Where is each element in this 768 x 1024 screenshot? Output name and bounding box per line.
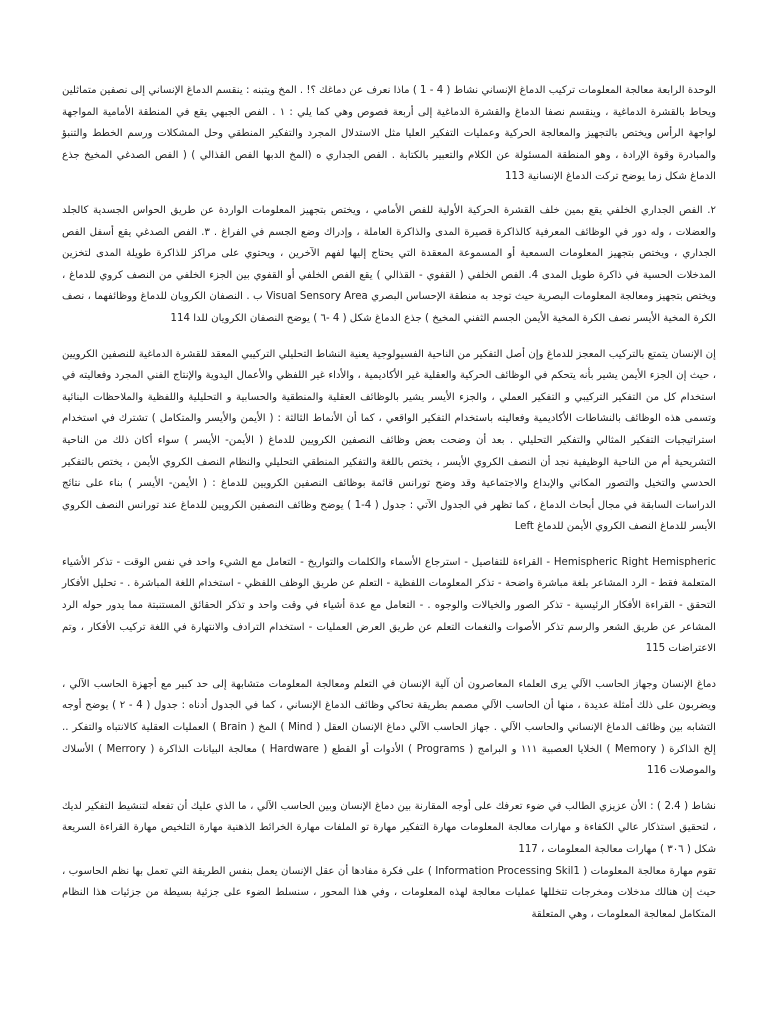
paragraph-activity: نشاط ( 2.4 ) : الأن عزيزي الطالب في ضوء تعرفك على أوجه المقارنة بين دماغ الإنسان وبين الحاسب الآلي ، ما الذي عليك أن تفعله لتنشيط التفكير لديك ، لتحقيق استذكار عالي الكفاءة و مهارات معالجة المعلومات مهارة التفكير مهارة تو الملفات مهارة الخرائط الذهنية مهارة التلخيص مهارة القراءة السريعة شكل ( ٣٠٦ ) مهارات معالجة المعلومات ، 117: [62, 800, 717, 855]
paragraph-parietal-temporal-lobes: ٢. الفص الجداري الخلفي يقع بمين خلف القشرة الحركية الأولية للفص الأمامي ، ويختص بتجهيز المعلومات الواردة عن طريق الحواس الجسدية كالجلد والعضلات ، وله دور في الوظائف المعرفية كالذاكرة قصيرة المدى والذاكرة العاملة ، وإدراك وضع الجسم في الفراغ . ٣. الفص الصدغي يقع أسفل الفص الجداري ، ويختص بتجهيز المعلومات السمعية أو المسموعة المعقدة التي يحتاج إليها لفهم الآخرين ، ويحتوي على مراكز للذاكرة طويلة المدى لتخزين المدخلات الحسية في ذاكرة طويل المدى 4. الفص الخلفي ( القفوي - القذالي ) يقع الفص الخلفي أو القفوي بين الجزء الخلفي من النصف كروي للدماغ ، ويختص بتجهيز ومعالجة المعلومات البصرية حيث توجد به منطقة الإحساس البصري Visual Sensory Area ب . النصفان الكرويان للدماغ ووظائفهما ، نصف الكرة المخية الأيسر نصف الكرة المخية الأيمن الجسم الثفني المخيخ ) جذع الدماغ شكل ( 4 -٦ ) يوضح النصفان الكرويان للدا 114: [62, 204, 716, 324]
paragraph-hemisphere-functions: Hemispheric Right Hemispheric - القراءة للتفاصيل - استرجاع الأسماء والكلمات والتواريخ - التعامل مع الشيء واحد في نفس الوقت - تذكر الأشياء المتعلمة فقط - الرد المشاعر بلغة مباشرة واضحة - تذكر المعلومات اللفظية - التعلم عن طريق الوظف اللفظي - استخدام اللغة المباشرة . - تحليل الأفكار التحقق - القراءة الأفكار الرئيسية - تذكر الصور والخيالات والوجوه . - التعامل مع عدة أشياء في وقت واحد و تذكر الحقائق المستنبتة مما يدور حوله الرد المشاعر عن طريق الشعر والرسم تذكر الأصوات والنغمات التعلم عن طريق العرض العمليات - استخدام الترادف والانتهارة في اللغة تركيب الأفكار ، وتم الاعتراضات 115: [62, 556, 717, 655]
document-page: [62, 80, 716, 941]
paragraph-hemispheres: إن الإنسان يتمتع بالتركيب المعجز للدماغ وإن أصل التفكير من الناحية الفسيولوجية يعنية النشاط التحليلي التركيبي المعقد للقشرة الدماغية للنصفين الكرويين ، حيث إن الجزء الأيمن يشير بأنه يتحكم في الوظائف الحركية والعقلية غير الأكاديمية ، والأداء غير اللفظي والأعمال اليدوية والإنتاج الفني المجرد وفعاليته في استخدام كل من التفكير التركيبي و التفكير العملي ، والجزء الأيسر يشير بالوظائف العقلية والمنطقية والحسابية و التحليلية واللفظية والملاحظات البنائية وتسمى هذه الوظائف بالنشاطات الأكاديمية وفعاليته باستخدام التفكير الواقعي ، كما أن الأنماط الثالثة : ( الأيمن والأيسر والمتكامل ) تشترك في استخدام استراتيجيات التفكير المثالي والتفكير التحليلي . بعد أن وضحت بعض وظائف النصفين الكرويين للدماغ ( الأيمن- الأيسر ) سواء أكان ذلك من الناحية التشريحية أم من الناحية الوظيفية نجد أن النصف الكروي الأيسر ، يختص باللغة والتفكير المنطقي التحليلي والنظام النصف الكروي الأيمن ، يختص بالتفكير الحدسي والتخيل والتصور المكاني والإبداع والاجتماعية وقد وضح تورانس قائمة بوظائف النصفين الكرويين للدماغ : ( الأيمن- الأيسر ) بناء على نتائج الدراسات السابقة في مجال أبحاث الدماغ ، كما تظهر في الجدول الآتي : جدول ( 4-1 ) يوضح وظائف النصفين الكرويين للدماغ عند تورانس النصف الكروي الأيسر للدماغ النصف الكروي الأيمن للدماغ Left: [62, 348, 716, 533]
paragraph-brain-structure: الوحدة الرابعة معالجة المعلومات تركيب الدماغ الإنساني نشاط ( 4 - 1 ) ماذا نعرف عن دماغك ؟! . المخ ويتبنه : ينقسم الدماغ الإنساني إلى نصفين متماثلين ويحاط بالقشرة الدماغية ، وينقسم نصفا الدماغ والقشرة الدماغية إلى أربعة فصوص وهي كما يلي : ١ . الفص الجبهي يقع في المنطقة الأمامية المواجهة لواجهة الرأس ويختص بالتجهيز والمعالجة الحركية وعمليات التفكير العليا مثل الاستدلال المجرد والتفكير المنطقي وحل المشكلات ورسم الخطط والتنبؤ والمبادرة وقوة الإرادة ، وهو المنطقة المسئولة عن الكلام والتعبير بالكتابة . الفص الجداري ه (المخ الدبها الفص القذالي ) ( الفص الصدغي المخيخ جذع الدماغ شكل زما يوضح تركت الدماغ الإنسانية 113: [62, 85, 717, 183]
paragraph-brain-computer: دماغ الإنسان وجهاز الحاسب الآلي يرى العلماء المعاصرون أن آلية الإنسان في التعلم ومعالجة المعلومات متشابهة إلى حد كبير مع أجهزة الحاسب الآلي ، ويضربون على ذلك أمثلة عديدة ، منها أن الحاسب الآلي مصمم بطريقة تحاكي وظائف الدماغ الإنساني ، كما في الجدول أدناه : جدول ( 4 - ٢ ) يوضح أوجه التشابه بين وظائف الدماغ الإنساني والحاسب الآلي . جهاز الحاسب الآلي دماغ الإنسان العقل ( Mind ) المخ ( Brain ) العمليات العقلية كالانتباه والتفكر .. إلخ الذاكرة ( Memory ) الخلايا العصبية ١١١ و البرامج ( Programs ) الأدوات أو القطع ( Hardware ) معالجة البيانات الذاكرة ( Merrory ) الأسلاك والموصلات 116: [62, 678, 716, 777]
paragraph-information-processing: تقوم مهارة معالجة المعلومات ( Information Processing Skil1 ) على فكرة مفادها أن عقل الإنسان يعمل بنفس الطريقة التي تعمل بها نظم الحاسوب ، حيث إن هنالك مدخلات ومخرجات تتخللها عمليات معالجة لهذه المعلومات ، وفي هذا المحور ، سنسلط الضوء على جزئية بسيطة من جزئيات هذا النظام المتكامل لمعالجة المعلومات ، وهي المتعلقة: [62, 865, 716, 920]
